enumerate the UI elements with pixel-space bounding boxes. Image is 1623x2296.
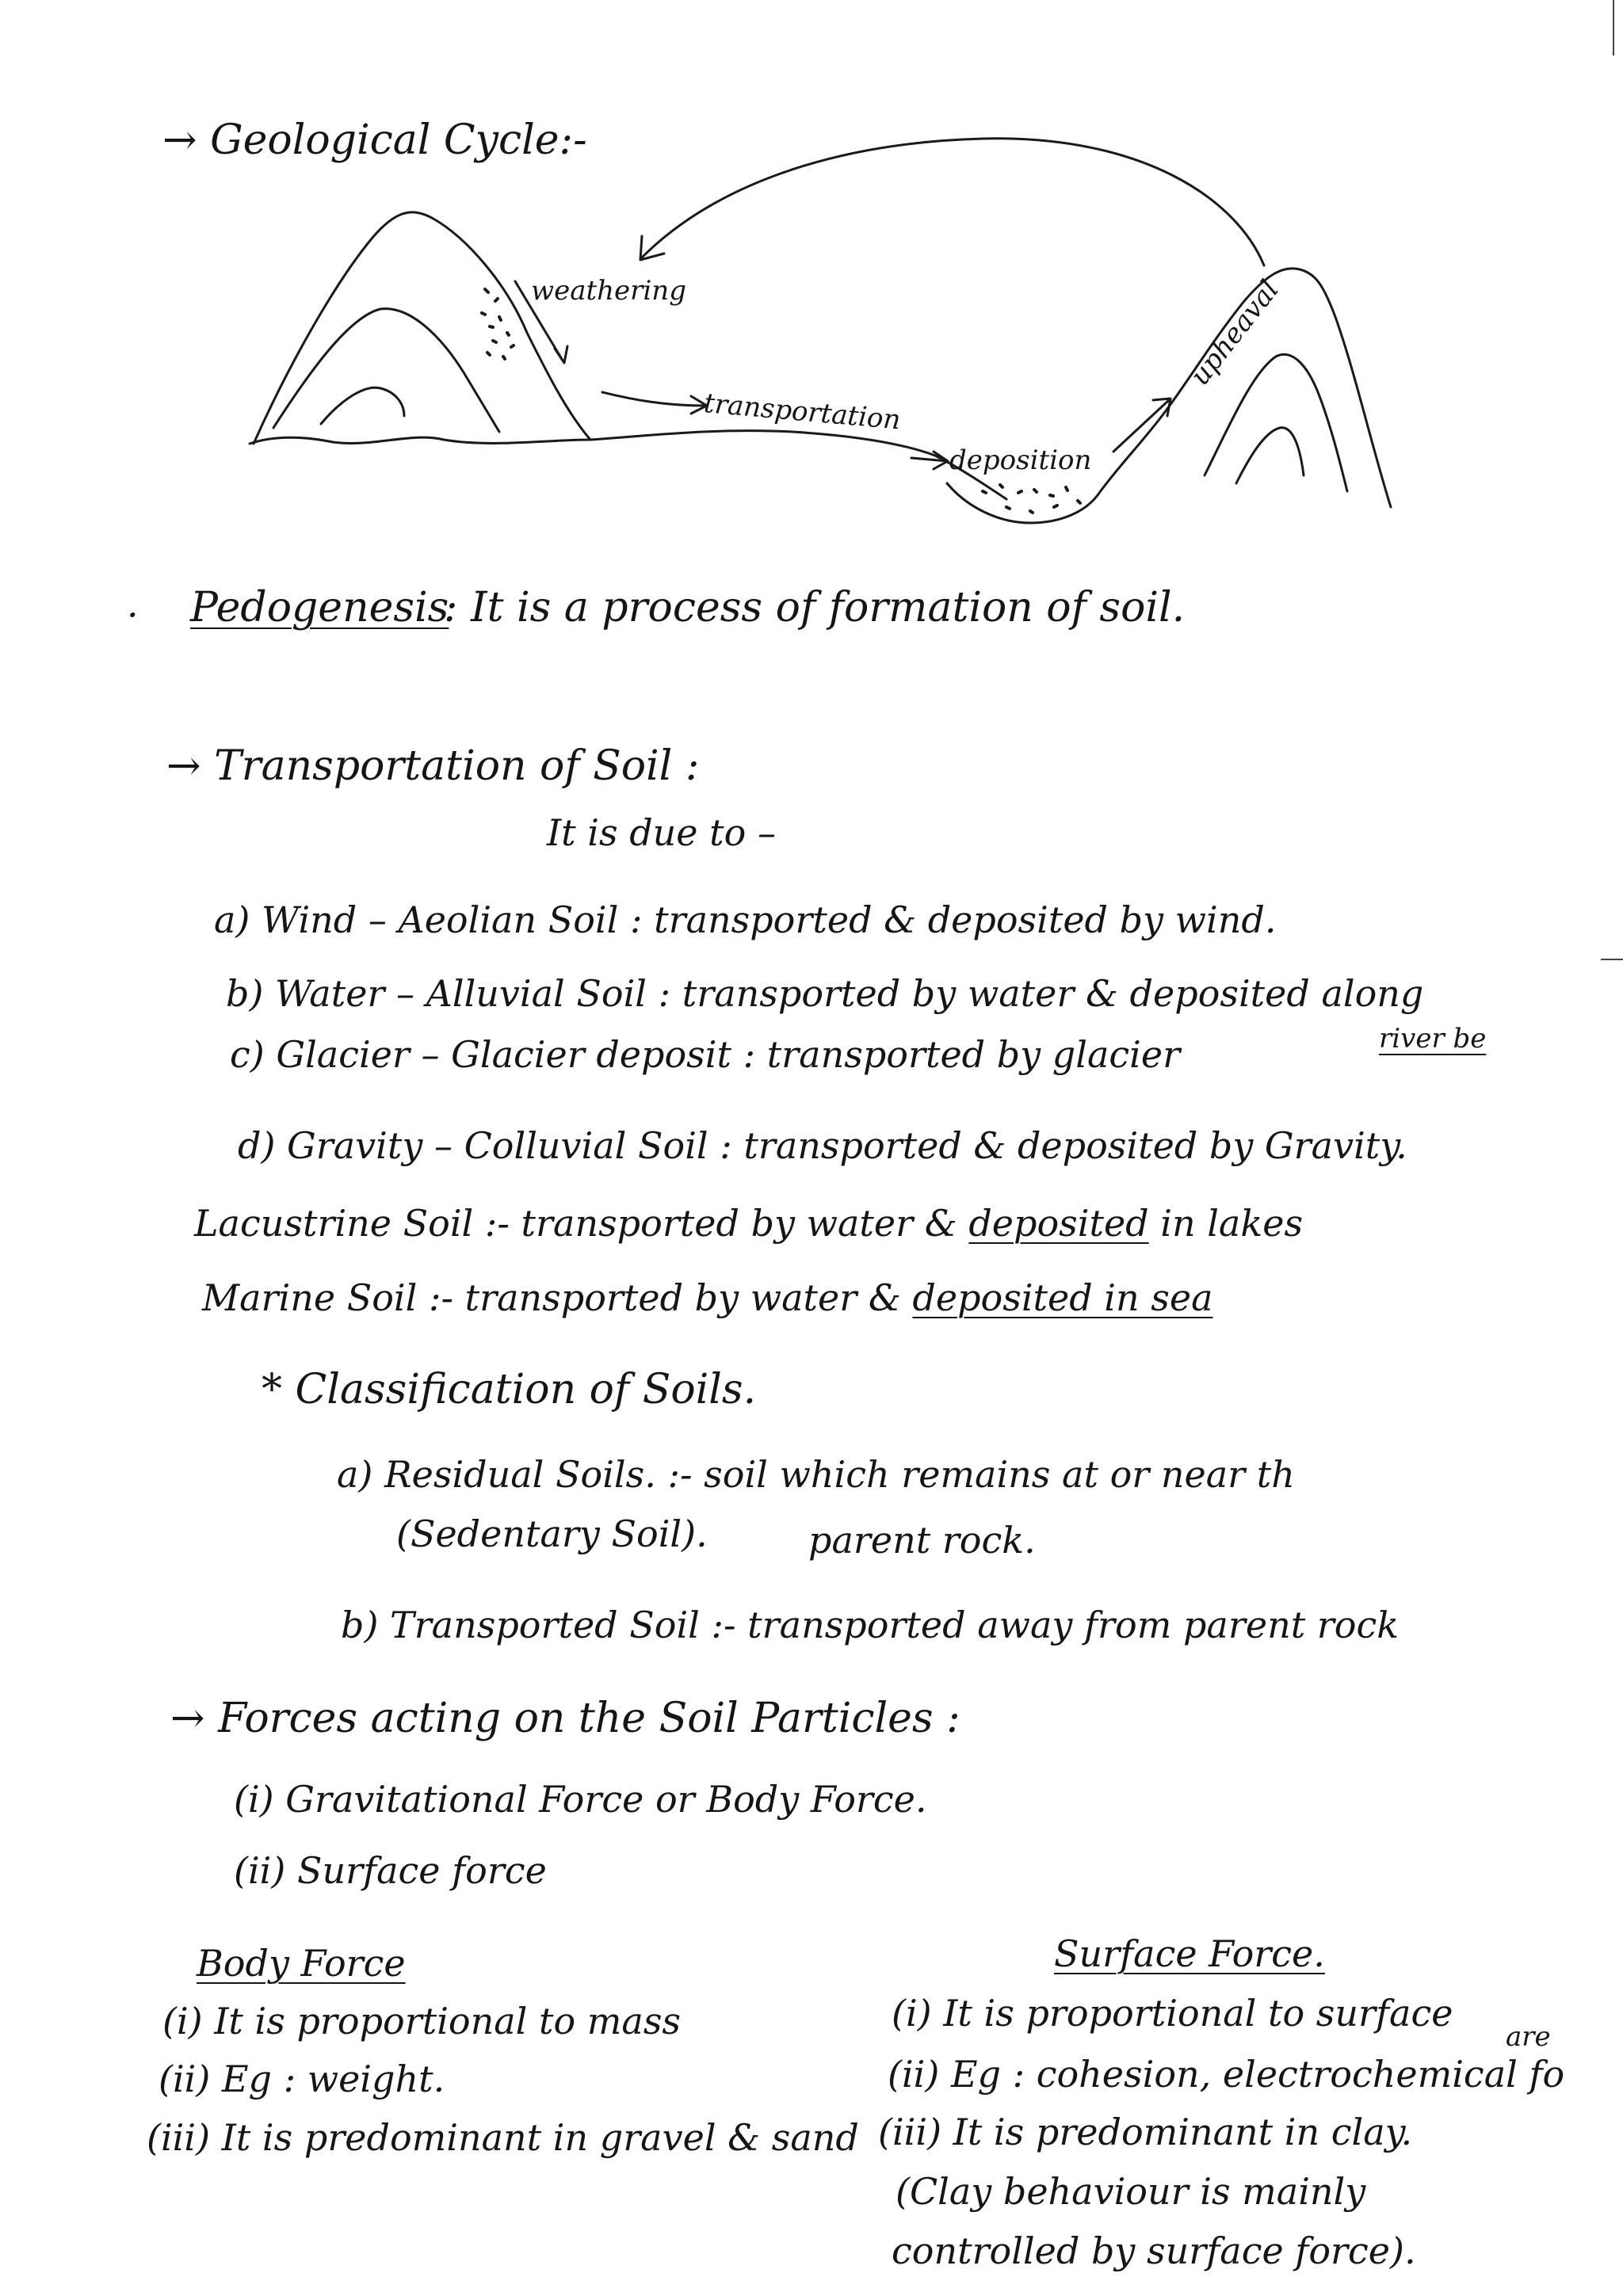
classification-title: * Classification of Soils.	[262, 1366, 757, 1413]
marine-text	[202, 1277, 1213, 1319]
valley-basin	[947, 483, 1098, 523]
river-bed-note: river be	[1379, 1023, 1487, 1055]
cycle-arc	[642, 139, 1264, 265]
parent-rock-note: parent rock.	[808, 1519, 1036, 1562]
transport-item-gravity: d) Gravity – Colluvial Soil : transported & deposited by Gravity.	[238, 1124, 1407, 1167]
lacustrine-text	[194, 1203, 1303, 1245]
ground-line	[250, 431, 1006, 499]
left-mountain-outline	[254, 212, 590, 444]
body-force-item-2: (ii) Eg : weight.	[158, 2058, 445, 2100]
deposition-label: deposition	[949, 444, 1092, 476]
right-mountain-small-ridge	[1236, 428, 1304, 483]
left-mountain-small-ridge	[321, 387, 404, 424]
left-mountain-inner-ridge	[273, 309, 499, 432]
surface-force-item-3: (iii) It is predominant in clay.	[878, 2111, 1413, 2153]
surface-force-item-2: (ii) Eg : cohesion, electrochemical fo	[888, 2053, 1565, 2096]
force-item-gravitational: (i) Gravitational Force or Body Force.	[234, 1778, 927, 1821]
sedentary-soil: (Sedentary Soil).	[396, 1512, 708, 1555]
surface-force-item-4: (Clay behaviour is mainly	[896, 2170, 1366, 2213]
residual-soils: a) Residual Soils. :- soil which remains at or near th	[337, 1453, 1295, 1496]
pedogenesis-term: Pedogenesis	[190, 584, 449, 631]
transportation-intro: It is due to –	[547, 811, 776, 854]
transport-item-glacier: c) Glacier – Glacier deposit : transported by glacier	[230, 1033, 1181, 1076]
surface-force-item-1: (i) It is proportional to surface	[892, 1992, 1453, 2035]
transportation-label: transportation	[702, 387, 902, 437]
scan-edge-mark	[1613, 0, 1614, 55]
transported-soil: b) Transported Soil :- transported away from parent rock	[341, 1604, 1400, 1646]
weathering-debris	[482, 289, 514, 359]
transportation-title: → Transportation of Soil :	[166, 742, 700, 790]
right-mountain-inner-ridge	[1205, 354, 1347, 491]
upheaval-arrow	[1113, 400, 1169, 452]
body-force-heading: Body Force	[197, 1942, 406, 1985]
geological-cycle-diagram	[0, 0, 1623, 570]
transport-item-wind: a) Wind – Aeolian Soil : transported & deposited by wind.	[214, 898, 1277, 941]
lacustrine-underline: deposited	[968, 1202, 1149, 1245]
forces-title: → Forces acting on the Soil Particles :	[170, 1695, 960, 1742]
force-item-surface: (ii) Surface force	[234, 1849, 547, 1892]
lacustrine-place: in lakes	[1160, 1202, 1304, 1245]
bullet-dot: ·	[127, 593, 139, 636]
transportation-arrow	[602, 392, 705, 406]
marine-definition: Marine Soil :- transported by water &	[202, 1276, 901, 1319]
lacustrine-definition: Lacustrine Soil :- transported by water &	[194, 1202, 957, 1245]
are-note: are	[1506, 2021, 1551, 2053]
transport-item-water: b) Water – Alluvial Soil : transported by water & deposited along	[226, 972, 1424, 1015]
scan-edge-mark	[1601, 959, 1623, 960]
weathering-label: weathering	[531, 275, 686, 307]
surface-force-heading: Surface Force.	[1054, 1932, 1325, 1975]
deposition-debris	[983, 485, 1080, 513]
upheaval-label: upheaval	[1184, 274, 1285, 392]
body-force-item-1: (i) It is proportional to mass	[162, 2000, 682, 2042]
pedogenesis-definition: : It is a process of formation of soil.	[444, 584, 1186, 631]
geological-cycle-title: → Geological Cycle:-	[162, 116, 587, 164]
marine-underline: deposited in sea	[912, 1276, 1213, 1319]
body-force-item-3: (iii) It is predominant in gravel & sand	[147, 2116, 859, 2159]
surface-force-item-5: controlled by surface force).	[892, 2229, 1416, 2272]
